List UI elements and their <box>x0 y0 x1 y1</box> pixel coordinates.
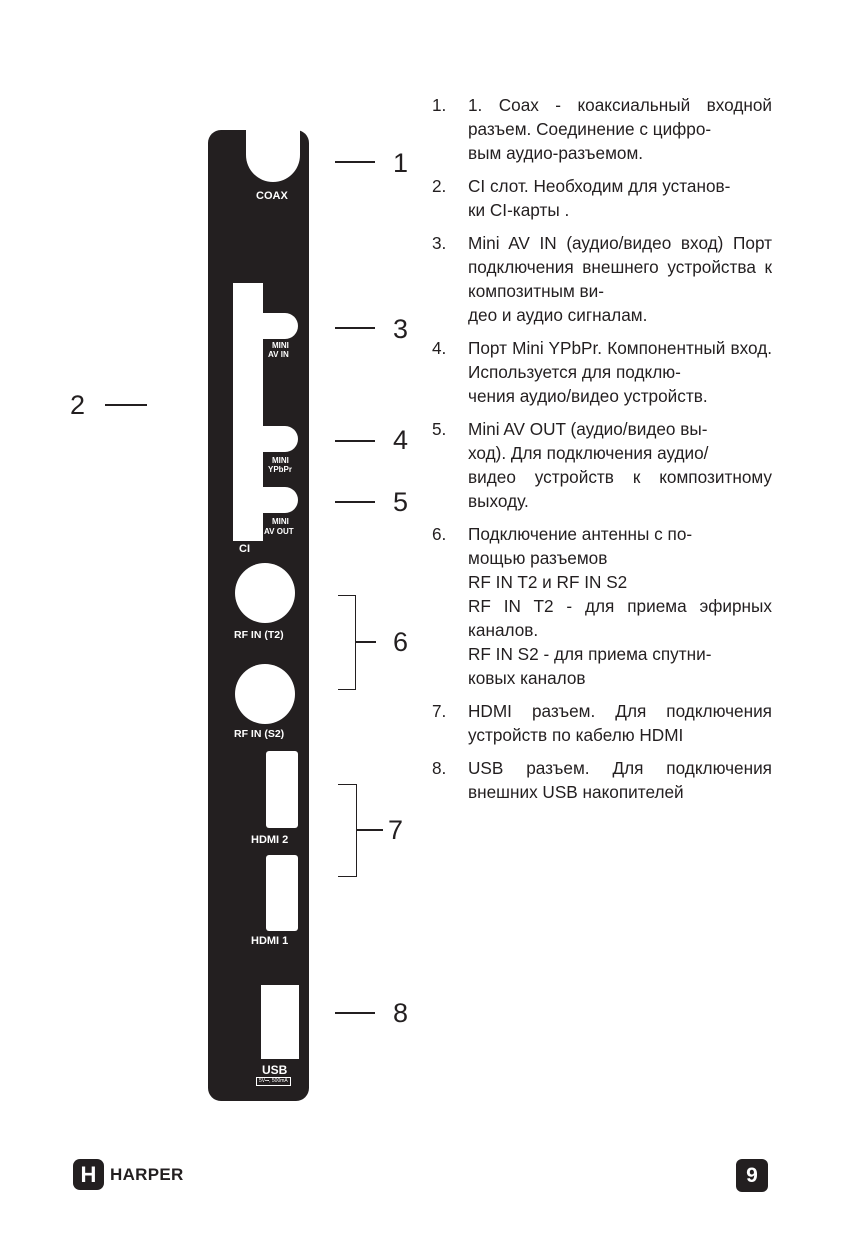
legend-item <box>432 174 772 222</box>
legend-item-number: 6. <box>432 524 447 544</box>
ci-label: CI <box>239 543 250 555</box>
callout-number-5: 5 <box>393 487 409 517</box>
callout-line-8 <box>335 1012 375 1014</box>
rf-in-t2-port <box>235 563 295 623</box>
callout-line-3 <box>335 327 375 329</box>
legend-item <box>432 522 772 690</box>
legend-item <box>432 93 772 165</box>
rf-in-s2-port <box>235 664 295 724</box>
callout-number-8: 8 <box>393 998 409 1028</box>
legend-item <box>432 756 772 804</box>
legend-item-number: 4. <box>432 338 447 358</box>
mini-ypbpr-label-line1: MINI <box>272 456 289 465</box>
legend-item-number: 3. <box>432 233 447 253</box>
callout-line-7 <box>357 829 383 831</box>
mini-av-in-label-line2: AV IN <box>268 350 289 359</box>
mini-av-out-label-line1: MINI <box>272 517 289 526</box>
legend-item-number: 7. <box>432 701 447 721</box>
mini-av-out-port <box>260 487 298 513</box>
legend-item <box>432 699 772 747</box>
callout-number-7: 7 <box>388 815 404 845</box>
legend-item <box>432 417 772 513</box>
legend-item-text: CI слот. Необходим для установ- ки CI-карты . <box>468 176 731 220</box>
ci-slot <box>233 283 263 541</box>
connector-legend <box>432 93 772 813</box>
callout-line-1 <box>335 161 375 163</box>
harper-logo <box>73 1159 184 1190</box>
callout-number-2: 2 <box>70 390 86 420</box>
hdmi2-label: HDMI 2 <box>251 834 289 846</box>
hdmi1-port <box>266 855 298 931</box>
legend-item-text: USB разъем. Для подключения внешних USB накопителей <box>468 758 772 802</box>
legend-item-text: Порт Mini YPbPr. Компонентный вход. Используется для подклю- чения аудио/видео устройств. <box>468 338 772 406</box>
mini-av-in-label-line1: MINI <box>272 341 289 350</box>
legend-item-number: 1. <box>432 95 447 115</box>
harper-logo-mark: H <box>73 1159 104 1190</box>
legend-item <box>432 336 772 408</box>
callout-number-6: 6 <box>393 627 409 657</box>
coax-port <box>246 130 300 182</box>
legend-item-number: 2. <box>432 176 447 196</box>
legend-item-number: 8. <box>432 758 447 778</box>
legend-item-text: Mini AV OUT (аудио/видео вы- ход). Для подключения аудио/ видео устройств к композитному выходу. <box>468 419 772 511</box>
coax-label: COAX <box>256 190 288 202</box>
usb-spec-label: 5V⎓, 500mA <box>256 1077 291 1086</box>
rf-in-t2-label: RF IN (T2) <box>234 629 284 641</box>
legend-item-text: 1. Coax - коаксиальный входной разъем. Соединение с цифро- вым аудио-разъемом. <box>468 95 772 163</box>
callout-line-2 <box>105 404 147 406</box>
mini-ypbpr-port <box>260 426 298 452</box>
rf-in-s2-label: RF IN (S2) <box>234 728 285 740</box>
legend-item-text: Подключение антенны с по- мощью разъемов RF IN T2 и RF IN S2 RF IN T2 - для приема эфирных каналов. RF IN S2 - для приема спутни- ковых каналов <box>468 524 772 688</box>
legend-item-text: Mini AV IN (аудио/видео вход) Порт подключения внешнего устройства к композитным ви- део и аудио сигналам. <box>468 233 772 325</box>
mini-ypbpr-label-line2: YPbPr <box>268 465 293 474</box>
callout-bracket-6 <box>338 595 356 690</box>
legend-item-number: 5. <box>432 419 447 439</box>
callout-number-1: 1 <box>393 148 409 178</box>
callout-line-4 <box>335 440 375 442</box>
callout-line-5 <box>335 501 375 503</box>
hdmi2-port <box>266 751 298 828</box>
mini-av-in-port <box>260 313 298 339</box>
harper-logo-text: HARPER <box>110 1164 184 1184</box>
callout-bracket-7 <box>338 784 357 877</box>
page-number: 9 <box>736 1159 768 1192</box>
callout-number-4: 4 <box>393 425 409 455</box>
callout-number-3: 3 <box>393 314 409 344</box>
mini-av-out-label-line2: AV OUT <box>264 527 294 536</box>
usb-port <box>261 985 299 1059</box>
legend-item-text: HDMI разъем. Для подключения устройств по кабелю HDMI <box>468 701 772 745</box>
hdmi1-label: HDMI 1 <box>251 935 289 947</box>
usb-label: USB <box>262 1063 288 1077</box>
legend-item <box>432 231 772 327</box>
callout-line-6 <box>356 641 376 643</box>
